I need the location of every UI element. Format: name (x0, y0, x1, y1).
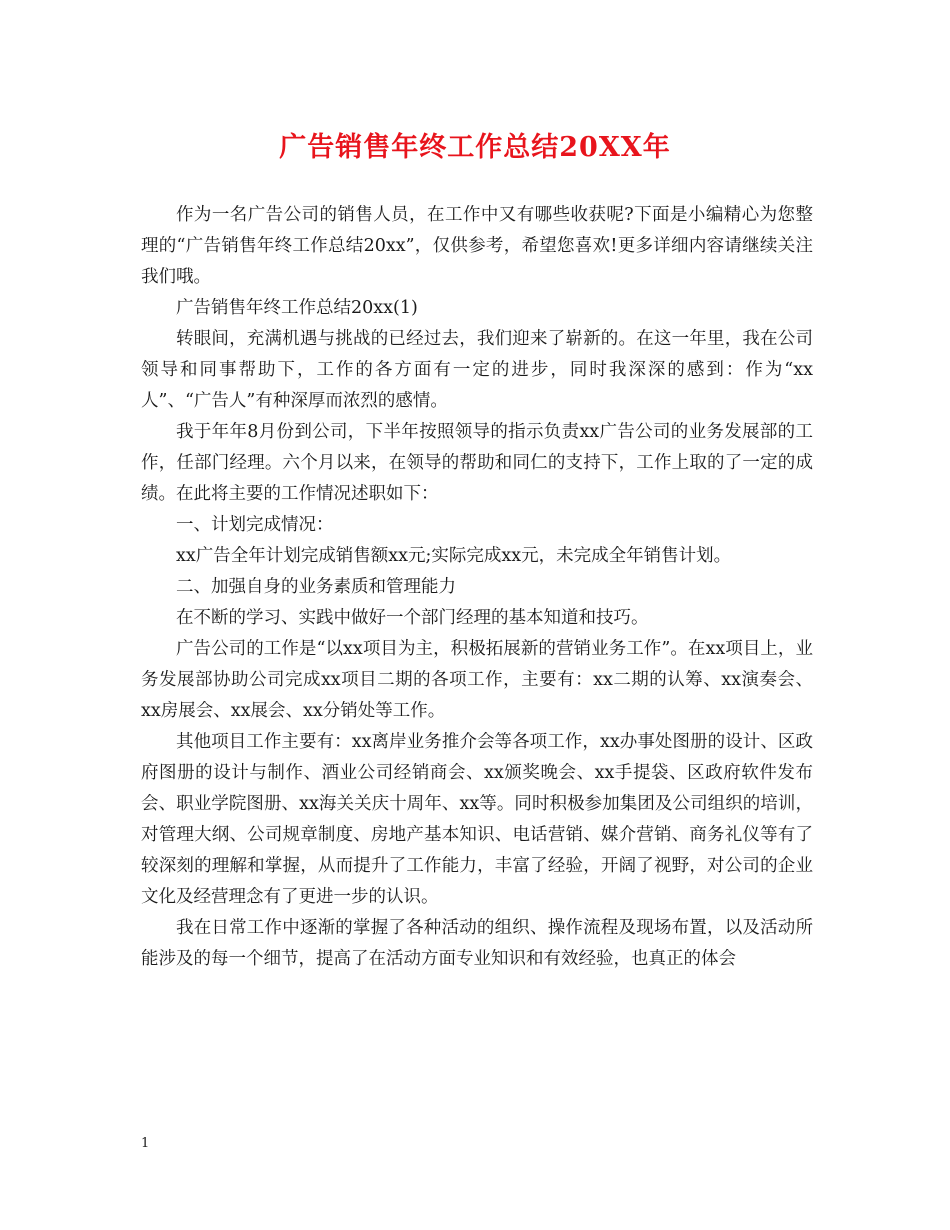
document-title: 广告销售年终工作总结20XX年 (279, 132, 671, 163)
paragraph: 转眼间，充满机遇与挑战的已经过去，我们迎来了崭新的。在这一年里，我在公司领导和同事帮助下，工作的各方面有一定的进步，同时我深深的感到：作为“xx人”、“广告人”有种深厚而浓烈的感情。 (141, 329, 813, 411)
document-body (141, 200, 813, 975)
paragraph-heading-ability: 二、加强自身的业务素质和管理能力 (176, 577, 456, 597)
paragraph: 我在日常工作中逐渐的掌握了各种活动的组织、操作流程及现场布置，以及活动所能涉及的每一个细节，提高了在活动方面专业知识和有效经验，也真正的体会 (141, 918, 813, 969)
paragraph: 在不断的学习、实践中做好一个部门经理的基本知道和技巧。 (176, 608, 649, 628)
paragraph-section-heading: 广告销售年终工作总结20xx(1) (176, 298, 418, 318)
paragraph: 我于年年8月份到公司，下半年按照领导的指示负责xx广告公司的业务发展部的工作，任部门经理。六个月以来，在领导的帮助和同仁的支持下，工作上取的了一定的成绩。在此将主要的工作情况述职如下： (141, 422, 813, 504)
paragraph: xx广告全年计划完成销售额xx元;实际完成xx元，未完成全年销售计划。 (176, 546, 732, 566)
paragraph: 广告公司的工作是“以xx项目为主，积极拓展新的营销业务工作”。在xx项目上，业务发展部协助公司完成xx项目二期的各项工作，主要有：xx二期的认筹、xx演奏会、xx房展会、xx展会、xx分销处等工作。 (141, 639, 813, 721)
paragraph-intro: 作为一名广告公司的销售人员，在工作中又有哪些收获呢?下面是小编精心为您整理的“广告销售年终工作总结20xx”，仅供参考，希望您喜欢!更多详细内容请继续关注我们哦。 (141, 205, 813, 287)
paragraph-heading-plan: 一、计划完成情况： (176, 515, 334, 535)
paragraph: 其他项目工作主要有：xx离岸业务推介会等各项工作，xx办事处图册的设计、区政府图册的设计与制作、酒业公司经销商会、xx颁奖晚会、xx手提袋、区政府软件发布会、职业学院图册、xx海关关庆十周年、xx等。同时积极参加集团及公司组织的培训，对管理大纲、公司规章制度、房地产基本知识、电话营销、媒介营销、商务礼仪等有了较深刻的理解和掌握，从而提升了工作能力，丰富了经验，开阔了视野，对公司的企业文化及经营理念有了更进一步的认识。 (141, 732, 813, 907)
page-number: 1 (141, 1136, 150, 1151)
